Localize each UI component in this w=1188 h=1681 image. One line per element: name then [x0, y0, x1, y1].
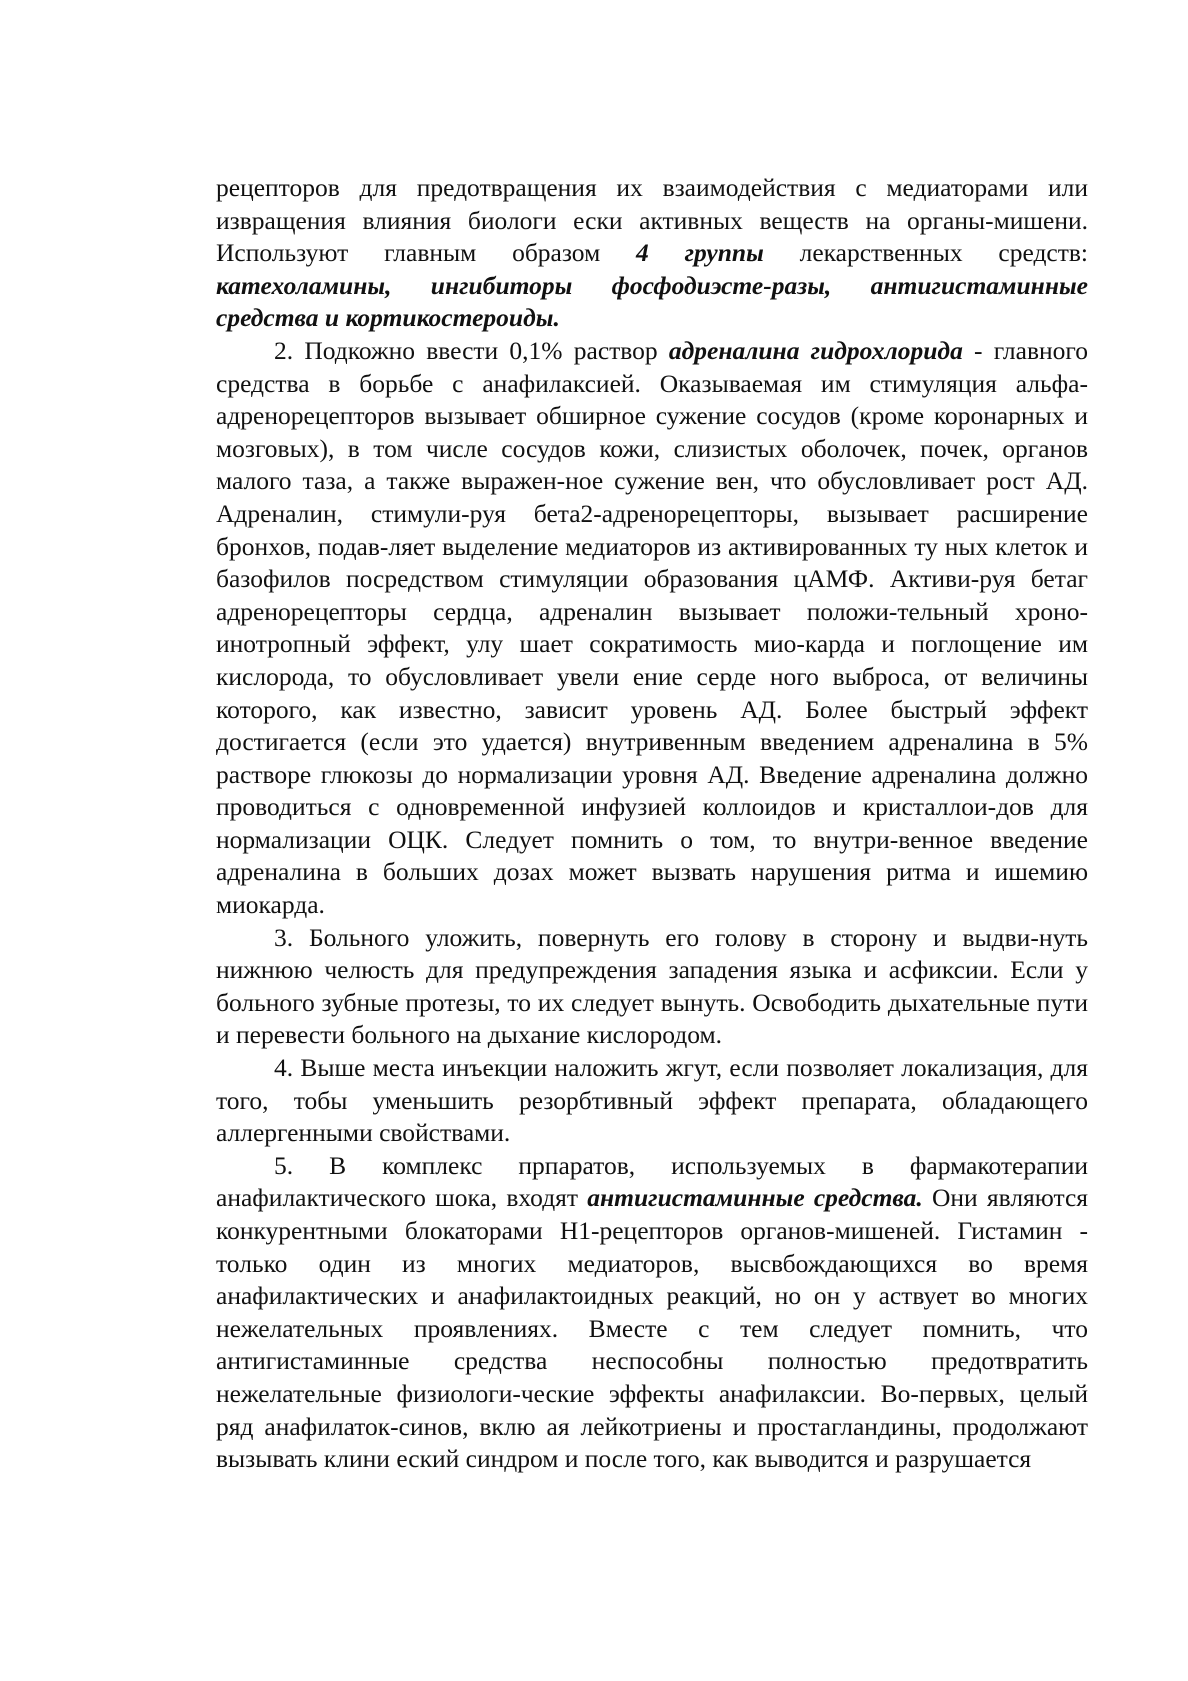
item-2-emphasis-adrenaline: адреналина гидрохлорида: [668, 335, 963, 365]
paragraph-item-4: 4. Выше места инъекции наложить жгут, если позволяет локализация, для того, тобы уменьшить резорбтивный эффект препарата, обладающего аллергенными свойствами.: [216, 1053, 1088, 1148]
item-5-text-2: Они являются конкурентными блокаторами Н1-рецепторов органов-мишеней. Гистамин - только один из многих медиаторов, высвбождающихся во время анафилактических и анафилактоидных реакций, но он у аствует во многих нежелательных проявлениях. Вместе с тем следует помнить, что антигистаминные средства неспособны полностью предотвратить нежелательные физиологи-ческие эффекты анафилаксии. Во-первых, целый ряд анафилаток-синов, вклю ая лейкотриены и простагландины, продолжают вызывать клини еский синдром и после того, как выводится и разрушается: [216, 1183, 1088, 1474]
paragraph-item-5: [216, 1150, 1088, 1476]
paragraph-item-3: 3. Больного уложить, повернуть его голову в сторону и выдви-нуть нижнюю челюсть для предупреждения западения языка и асфиксии. Если у больного зубные протезы, то их следует вынуть. Освободить дыхательные пути и перевести больного на дыхание кислородом.: [216, 922, 1088, 1050]
intro-emphasis-drug-classes: катехоламины, ингибиторы фосфодиэсте-разы, антигистаминные средства и кортикостероиды.: [216, 270, 1088, 333]
paragraph-intro: [216, 172, 1088, 335]
item-2-text-1: 2. Подкожно ввести 0,1% раствор: [274, 335, 669, 365]
item-2-text-2: - главного средства в борьбе с анафилаксией. Оказываемая им стимуляция альфа-адренорецепторов вызывает обширное сужение сосудов (кроме коронарных и мозговых), в том числе сосудов кожи, слизистых оболочек, почек, органов малого таза, а также выражен-ное сужение вен, что обусловливает рост АД. Адреналин, стимули-руя бета2-адренорецепторы, вызывает расширение бронхов, подав-ляет выделение медиаторов из активированных ту ных клеток и базофилов посредством стимуляции образования цАМФ. Активи-руя бетаг адренорецепторы сердца, адреналин вызывает положи-тельный хроно-инотропный эффект, улу шает сократимость мио-карда и поглощение им кислорода, то обусловливает увели ение серде ного выброса, от величины которого, как известно, зависит уровень АД. Более быстрый эффект достигается (если это удается) внутривенным введением адреналина в 5% растворе глюкозы до нормализации уровня АД. Введение адреналина должно проводиться с одновременной инфузией коллоидов и кристаллои-дов для нормализации ОЦК. Следует помнить о том, то внутри-венное введение адреналина в больших дозах может вызвать нарушения ритма и ишемию миокарда.: [216, 335, 1088, 920]
intro-emphasis-groups: 4 группы: [636, 238, 764, 268]
item-5-emphasis-antihistamines: антигистаминные средства.: [587, 1183, 923, 1213]
intro-text-2: лекарственных средств:: [763, 238, 1089, 268]
item-5-text-1: 5. В комплекс прпаратов, используемых в фармакотерапии анафилактического шока, входят: [216, 1150, 1088, 1213]
document-page: [216, 172, 1088, 1476]
intro-text-1: рецепторов для предотвращения их взаимодействия с медиаторами или извращения влияния биологи ески активных веществ на органы-мишени. Используют главным образом: [216, 173, 1088, 268]
paragraph-item-2: [216, 335, 1088, 922]
